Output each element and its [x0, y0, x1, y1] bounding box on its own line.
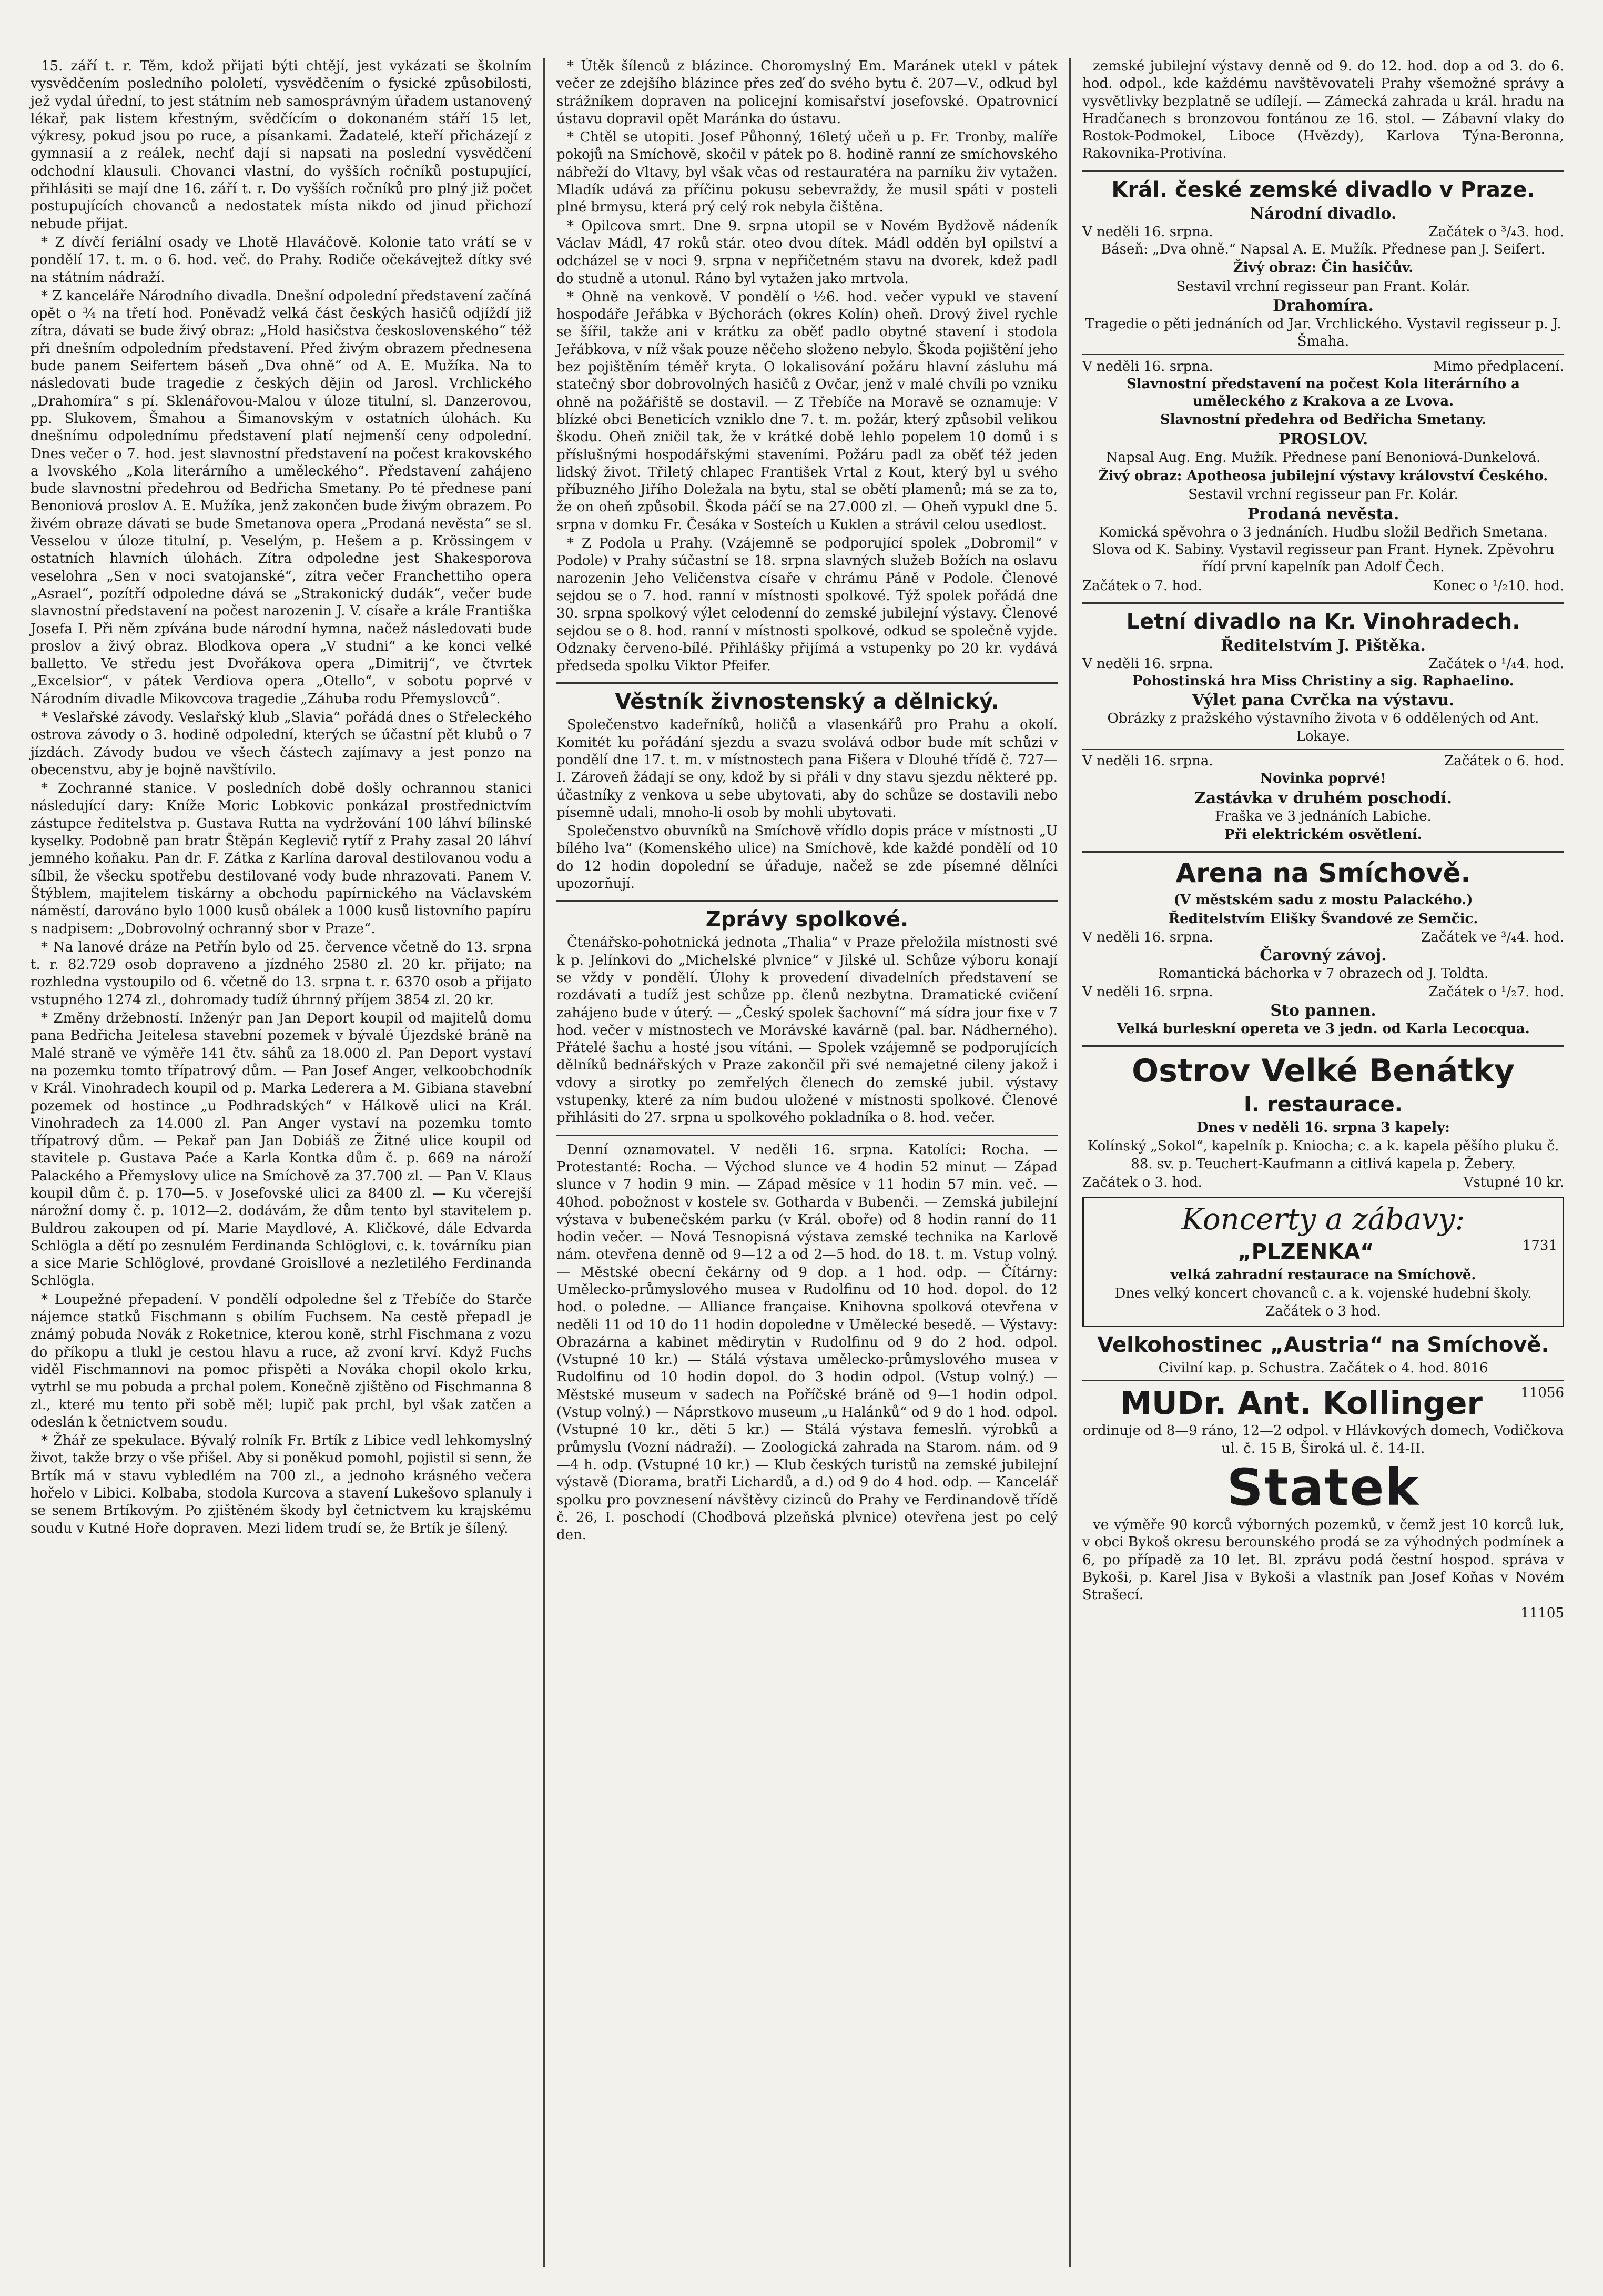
program-line: Živý obraz: Apotheosa jubilejní výstavy království Českého.: [1098, 468, 1548, 484]
play-title: Čarovný závoj.: [1260, 946, 1387, 965]
section-divider: [556, 682, 1058, 684]
ad-number: 1731: [1522, 1238, 1557, 1254]
show-date: V neděli 16. srpna.: [1082, 358, 1213, 375]
ad-number: 11056: [1520, 1385, 1564, 1401]
ad-title: Velkohostinec „Austria“ na Smíchově.: [1097, 1333, 1549, 1358]
ad-line: Kolínský „Sokol“, kapelník p. Kniocha; c. a k. kapela pěšího pluku č. 88. sv. p. Teuchert-Kaufmann a citlivá kapela p. Žebery.: [1087, 1138, 1559, 1172]
show-date: V neděli 16. srpna.: [1082, 753, 1213, 770]
ad-line: ve výměře 90 korců výborných pozemků, v čemž jest 10 korců luk, v obci Bykoš okresu berounského prodá se za výhodných podmínek a 6, po případě za 10 let. Bl. zprávu podá čestní hospod. správa v Bykoši, p. Karel Jisa v Bykoši a vlastník pan Josef Koňas v Novém Strašecí.: [1082, 1516, 1564, 1603]
article-text: * Loupežné přepadení. V pondělí odpoledne šel z Třebíče do Starče nájemce statků Fischmann s obilím Fuchsem. Na cestě přepadl je známý pobuda Novák z Roketnice, kterou koně, strhl Fischmana z vozu do příkopu a tlukl je cestou hlavu a ruce, až zvoní krví. Když Fuchs viděl Fischmannovi na pomoc přispěti a Nováka chopil okolo krku, vytrhl se mu pobuda a prchal polem. Konečně zjištěno od Fischmanna 8 zl., které mu tento při sobě měl; lupič pak prchl, byl však zatčen a odeslán k četnictvem soudu.: [31, 1291, 532, 1430]
article-text: 15. září t. r. Těm, kdož přijati býti chtějí, jest vykázati se školním vysvědčením posledního pololetí, vysvědčením o fysické způsobilosti, jež vydal úřední, to jest státním neb samosprávným úřadem ustanovený lékař, pak listem křestným, svědčícím o dokonaném stáří 15 let, výkresy, pokud jsou po ruce, a písankami. Žadatelé, kteří přicházejí z gymnasií a z reálek, nechť dají si napsati na poslední vysvědčení odchodní klausuli. Chovanci vlastní, do vyšších ročníků postupující, přihlásiti se mají dne 16. září t. r. Do vyšších ročníků pro plný již počet postupujících chovanců a nedostatek místa nikdo od jinud přichozí nebude přijat.: [31, 58, 532, 232]
ad-name: „PLZENKA“: [1237, 1240, 1374, 1265]
article-text: Čtenářsko-pohotnická jednota „Thalia“ v Praze přeložila místnosti své k p. Jelínkovi do „Michelské plvnice“ v Jilské ul. Schůze výboru konají se vždy v pondělí. Úlohy k provedení divadelních představení se rozdávati a tudíž jest schůze pp. členů nezbytna. Dramatické cvičení zahájeno bude v úterý. — „Český spolek šachovní“ má sídra jour fixe v 7 hod. večer v místnostech ve Morávské kavárně (pal. bar. Nádherného). Přátelé šachu a hosté jsou vítáni. — Spolek vzájemně se podporujících dělníků bednářských v Praze zakončil při své nemajetné cileny jakož i vdovy a sirotky po zemřelých členech do zemské jubil. výstavy vstupenky, které za ním budou uložené v místnosti spolkové. Členové přihlásiti do 27. srpna u spolkového pokladníka o 8. hod. večer.: [556, 935, 1058, 1126]
show-time: Začátek ve ³/₄4. hod.: [1421, 929, 1564, 945]
ad-title: Koncerty a zábavy:: [1181, 1202, 1465, 1237]
ad-time: Začátek o 3. hod.: [1082, 1174, 1202, 1190]
article-text: * Z kanceláře Národního divadla. Dnešní odpolední představení začíná opět o ¾ na třetí hod. Poněvadž velká část českých hasičů odjíždí již zítra, dávati se bude živý obraz: „Hold hasičstva československého“ též při dnešním odpoledním představení. Před živým obrazem přednesena bude panem Seifertem báseň „Dva ohně“ od A. E. Mužíka. Na to následovati bude tragedie z českých dějin od Jarosl. Vrchlického „Drahomíra“ s pí. Sklenářovou-Malou v úloze titulní, sl. Danzerovou, pp. Slukovem, Šmahou a Šimanovským v ostatních úlohách. Ku dnešnímu odpolednímu představení platí nejmenší ceny odpolední. Dnes večer o 7. hod. jest slavnostní představení na počest krakovského a lvovského „Kola literárního a uměleckého“. Představení zahájeno bude slavnostní předehrou od Bedřicha Smetany. Po té přednese paní Benoniová proslov A. E. Mužíka, jenž zakončen bude živým obrazem. Po živém obraze dávati se bude Smetanova opera „Prodaná nevěsta“ se sl. Vesselou v úloze titulní, p. Veselým, p. Hešem a p. Krössingem v ostatních hlavních úlohách. Zítra odpoledne jest Shakesporova veselohra „Sen v noci svatojanské“, zítra večer Franchettiho opera „Asrael“, pozítří odpoledne dává se „Strakonický dudák“, večer bude slavnostní představení na počest narozenin J. V. císaře a krále Františka Josefa I. Při něm zpívána bude národní hymna, načež následovati bude proslov a živý obraz. Blodkova opera „V studni“ a ke konci velké balletto. Ve středu jest Dvořákova opera „Dimitrij“, ve čtvrtek „Excelsior“, v pátek Verdiova opera „Otello“, v sobotu poprvé v Národním divadle Mikovcova tragedie „Záhuba rodu Přemyslovců“.: [31, 288, 532, 707]
show-time: Začátek o ³/₄3. hod.: [1428, 224, 1564, 240]
program-line: Fraška ve 3 jednáních Labiche.: [1215, 808, 1432, 824]
section-divider: [556, 900, 1058, 902]
article-text: * Chtěl se utopiti. Josef Půhonný, 16letý učeň u p. Fr. Tronby, malíře pokojů na Smíchově, skočil v pátek po 8. hodině ranní ze smíchovského nábřeží do Vltavy, byl však včas od restauratéra na parníku živ vytažen. Mladík udává za příčinu pokusu sebevraždy, že musil spáti v posteli plné brmysu, která prý celý rok nebyla čištěna.: [556, 129, 1058, 216]
program-line: Sestavil vrchní regisseur pan Frant. Kolár.: [1176, 278, 1470, 295]
section-heading: Zprávy spolkové.: [705, 907, 909, 932]
article-text: zemské jubilejní výstavy denně od 9. do 12. hod. dop a od 3. do 6. hod. odpol., kde každému navštěvovateli Prahy všemožné správy a vysvětlivky bezplatně se udílejí. — Zámecká zahrada u král. hradu na Hradčanech s bronzovou fontánou ze 16. stol. — Zábavní vlaky do Rostok-Podmokel, Liboce (Hvězdy), Karlova Týna-Beronna, Rakovnika-Protivína.: [1082, 58, 1564, 162]
program-line: Sestavil vrchní regisseur pan Fr. Kolár.: [1188, 487, 1458, 503]
play-title: Výlet pana Cvrčka na výstavu.: [1192, 691, 1455, 710]
program-line: Obrázky z pražského výstavního života v 6 oddělených od Ant. Lokaye.: [1107, 711, 1539, 744]
ad-line: Dnes v neděli 16. srpna 3 kapely:: [1196, 1119, 1450, 1136]
article-text: Společenstvo kadeřníků, holičů a vlasenkářů pro Prahu a okolí. Komitét ku pořádání sjezdu a svazu svolává odbor bude mít schůzi v pondělí dne 17. t. m. v místnostech pana Fišera v Dlouhé třídě č. 727—I. Zároveň žádají se ony, kdož by si přáli v dny stavu sjezdu některé pp. účastníky z venkova u sebe ubytovati, aby do schůze se dostavili nebo písemně udali, mnoho-li osob by mohli ubytovati.: [556, 717, 1058, 821]
theater-heading: Král. české zemské divadlo v Praze.: [1111, 177, 1535, 202]
ad-title: MUDr. Ant. Kollinger: [1120, 1385, 1483, 1422]
section-heading: Věstník živnostenský a dělnický.: [615, 690, 999, 714]
divider: [1082, 1380, 1564, 1381]
play-title: Prodaná nevěsta.: [1247, 504, 1399, 523]
article-text: * Zochranné stanice. V posledních době došly ochrannou stanici následující dary: Kníže Moric Lobkovic ponkázal prostřednictvím zástupce ředitelstva p. Gustava Rutta na vydržování 100 láhví bílinské kyselky. Podobně pan bratr Štěpán Keglevič rytíř z Prahy zasal 20 láhví jemného koňaku. Pan dr. F. Zátka z Karlína daroval destilovanou vodu a sílbil, že všecku spotřebu destilované vody bude nhrazovati. Panem V. Štýblem, majitelem tiskárny a obchodu papírnického na Václavském náměstí, darováno bylo 1000 kusů obálek a 1000 kusů listovního papíru s nadpisem: „Dobrovolný ochranný sbor v Praze“.: [31, 781, 532, 937]
show-time: Začátek o 7. hod.: [1082, 578, 1202, 594]
section-divider: [1082, 170, 1564, 172]
program-line: (V městském sadu z mostu Palackého.): [1173, 892, 1473, 908]
show-time: Začátek o 6. hod.: [1444, 753, 1564, 770]
program-line: Ředitelstvím Elišky Švandové ze Semčic.: [1168, 911, 1478, 927]
program-line: Živý obraz: Čin hasičův.: [1233, 260, 1414, 276]
ad-line: ordinuje od 8—9 ráno, 12—2 odpol. v Hlávkových domech, Vodičkova ul. č. 15 B, Široká ul. č. 14-II.: [1082, 1423, 1564, 1457]
ad-box: [1082, 1197, 1564, 1327]
theater-heading: Letní divadlo na Kr. Vinohradech.: [1126, 609, 1520, 634]
show-time: Začátek o ¹/₂7. hod.: [1428, 984, 1564, 1000]
show-date: V neděli 16. srpna.: [1082, 929, 1213, 945]
program-line: Báseň: „Dva ohně.“ Napsal A. E. Mužík. Přednese pan J. Seifert.: [1101, 241, 1545, 258]
article-text: * Ohně na venkově. V pondělí o ½6. hod. večer vypukl ve stavení hospodáře Jeřábka v Býchorách (okres Kolín) oheň. Drový živel rychle se šířil, takže ani v krátku za oběť padlo obytné stavení i stodola Jeřábkova, v níž však pouze něčeho složeno nebylo. Škoda pojištění jeho bez pojištěním téměř kryta. O lokalisování požáru hlavní zásluhu má statečný sbor dobrovolných hasičů z Ovčar, jenž v malé chvíli po vzniku ohně na požářiště se dostavil. — Z Třebíče na Moravě se oznamuje: V blízké obci Beneticích vzniklo dne 7. t. m. požár, který způsobil velikou škodu. Oheň zničil tak, že v krátké době lehlo popelem 10 domů i s příslušnými hospodářskými staveními. Požáru padl za oběť též jeden lidský život. Třiletý chlapec František Vrtal z Kout, který byl u svého příbuzného Jiřího Doležala na bytu, stal se obětí plamenů; má se za to, že on oheň způsobil. Škoda páčí se na 27.000 zl. — Oheň vypukl dne 5. srpna v domku Fr. Česáka v Sosteích u Kuklen a strávil celou usedlost.: [556, 289, 1058, 533]
section-divider: [1082, 851, 1564, 853]
column-right: [1071, 58, 1576, 2267]
article-text: * Změny držebností. Inženýr pan Jan Deport koupil od majitelů domu pana Bedřicha Jeitelesa stavební pozemek v bývalé Újezdské bráně na Malé straně ve výměře 141 čtv. sáhů za 18.000 zl. Pan Deport vystaví na pozemku tomto třípatrový dům. — Pan Josef Anger, velkoobchodník v Král. Vinohradech koupil od p. Marka Lederera a M. Gibiana stavební pozemek od hostince „u Podhradských“ v Hálkově ulici na Král. Vinohradech za 14.000 zl. Pan Anger vystaví na pozemku tomto třípatrový dům. — Pekař pan Jan Dobiáš ze Žitné ulice koupil od stavitele p. Gustava Paće a Karla Kontka dům č. p. 669 na nároží Palackého a Přemyslovy ulice na Smíchově za 37.700 zl. — Pan V. Klaus koupil dům č. p. 170—5. v Josefovské ulici za 8400 zl. — Ku včerejší nárožní domy č. p. 1012—2. dodávám, že dům tento byl stavitelem p. Buldrou zakoupen od pí. Marie Maydlové, A. Kličkové, dále Edvarda Schlögla a dětí po zesnulém Ferdinanda Schlöglovi, c. k. továrníku pian a sice Marie Schlöglové, provdané Groisllové a nezletilého Ferdinanda Schlögla.: [31, 1010, 532, 1289]
section-divider: [1082, 602, 1564, 604]
article-text: Společenstvo obuvníků na Smíchově vřídlo dopis práce v místnosti „U bílého lva“ (Komenského ulice) na Smíchově, kde každé pondělí od 10 do 12 hodin dopolední se úřaduje, načež se zde písemné dělníci upozorňují.: [556, 823, 1058, 892]
article-text: * Na lanové dráze na Petřín bylo od 25. července včetně do 13. srpna t. r. 82.729 osob dopraveno a jízdného 2580 zl. 20 kr. přijato; na rozhledna vystoupilo od 6. včetně do 13. srpna t. r. 6370 osob a přijato vstupného 1274 zl., dohromady tudíž úhrnný příjem 3854 zl. 20 kr.: [31, 939, 532, 1008]
program-line: Slavnostní předehra od Bedřicha Smetany.: [1160, 412, 1487, 428]
show-note: Mimo předplacení.: [1433, 358, 1564, 375]
ad-line: Civilní kap. p. Schustra. Začátek o 4. hod. 8016: [1158, 1360, 1488, 1377]
show-date: V neděli 16. srpna.: [1082, 984, 1213, 1000]
ad-title: Ostrov Velké Benátky: [1132, 1052, 1515, 1089]
theater-subheading: Ředitelstvím J. Pištěka.: [1221, 636, 1426, 655]
show-date: V neděli 16. srpna.: [1082, 224, 1213, 240]
program-line: Komická spěvohra o 3 jednáních. Hudbu složil Bedřich Smetana. Slova od K. Sabiny. Vystavil regisseur pan Frant. Hynek. Zpěvohru řídí první kapelník pan Adolf Čech.: [1092, 524, 1555, 575]
ad-subtitle: I. restaurace.: [1243, 1092, 1403, 1117]
theater-heading: Arena na Smíchově.: [1175, 858, 1471, 889]
ad-line: Dnes velký koncert chovanců c. a k. vojenské hudební školy. Začátek o 3 hod.: [1114, 1286, 1532, 1319]
article-text: * Z Podola u Prahy. (Vzájemně se podporující spolek „Dobromil“ v Podole) v Prahy súčastní se 18. srpna slavných služeb Božích na oslavu narozenin Jeho Veličenstva císaře v chrámu Páně v Podole. Členové sejdou se o 7. hod. ranní v místnosti spolkové. Týž spolek pořádá dne 30. srpna spolkový výlet celodenní do zemské jubilejní výstavy. Členové sejdou se o 8. hod. ranní v místnosti spolkové, odkud se společně vyjde. Odznaky červeno-bílé. Přihlášky přijímá a vstupenky po 20 kr. vydává předseda spolku Viktor Pfeifer.: [556, 535, 1058, 674]
divider: [1082, 354, 1564, 355]
play-title: Sto pannen.: [1270, 1001, 1376, 1020]
section-divider: [1082, 1045, 1564, 1047]
play-title: Drahomíra.: [1273, 296, 1374, 315]
newspaper-page: [19, 58, 1576, 2267]
article-text: * Veslařské závody. Veslařský klub „Slavia“ pořádá dnes o Střeleckého ostrova závody o 3. hodině odpolední, kterých se účastní pět klubů o 7 jízdách. Závody budou ve všech částech zajímavy a jest ponzo na obecenstvu, aby je bojně navštívilo.: [31, 709, 532, 778]
program-line: Novinka poprvé!: [1260, 771, 1386, 787]
divider: [1082, 749, 1564, 750]
program-line: Velká burleskní opereta ve 3 jedn. od Karla Lecocqua.: [1117, 1020, 1530, 1037]
article-text: Denní oznamovatel. V neděli 16. srpna. Katolíci: Rocha. — Protestanté: Rocha. — Východ slunce ve 4 hodin 52 minut — Západ slunce v 7 hodin 9 min. — Západ měsíce v 11 hodin 57 min. več. — 40hod. pobožnost v kostele sv. Gotharda v Bubenči. — Zemská jubilejní výstava v bubenečském parku (v Král. oboře) od 8 hodin ranní do 11 hodin večer. — Nová Tesnopisná výstava zemské technika na Karlově nám. otevřena denně od 9—12 a od 2—5 hod. do 18. t. m. Vstup volný. — Městské obecní čekárny od 9 dop. a 1 hod. odp. — Čítárny: Umělecko-průmyslového musea v Rudolfinu od 10 hod. dopol. do 12 hod. o poledne. — Alliance française. Knihovna spolková otevřena v neděli 11 od 10 do 11 hodin dopoledne v Umělecké besedě. — Výstavy: Obrazárna a kabinet mědirytin v Rudolfinu od 9 do 2 hod. odpol. (Vstupné 10 kr.) — Stálá výstava umělecko-průmyslového musea v Rudolfinu od 10 hodin dopol. do 3 hodin odpol. (Vstup volný.) — Městské museum v sadech na Poříčské bráně od 9—1 hodin odpol. (Vstup volný.) — Náprstkovo museum „u Halánků“ od 9 do 1 hod. odpol. (Vstupné 10 kr., děti 5 kr.) — Stálá výstava femeslň. výrobků a průmyslu (Vozní nádraží). — Zoologická zahrada na Starom. nám. od 9—4 h. odp. (Vstupné 10 kr.) — Klub českých turistů na zemské jubilejní výstavě (Diorama, bratři Lichardů, a d.) od 9 do 4 hod. odp. — Kancelář spolku pro povznesení návštěvy cizinců do Prahy ve Ferdinandově třídě č. 26, I. poschodí (Chodbová plzeňská plvnice) otevřena jest po celý den.: [556, 1141, 1058, 1543]
program-line: Napsal Aug. Eng. Mužík. Přednese paní Benoniová-Dunkelová.: [1105, 449, 1541, 466]
show-end: Konec o ¹/₂10. hod.: [1433, 578, 1564, 594]
column-left: [19, 58, 545, 2267]
article-text: * Útěk šílenců z blázince. Choromyslný Em. Maránek utekl v pátek večer ze zdejšího blázince přes zeď do svého bytu č. 207—V., odkud byl strážníkem dopraven na policejní komisařství josefovské. Opatrovnicí ústavu dopravil opět Maránka do ústavu.: [556, 58, 1058, 127]
program-line: Romantická báchorka v 7 obrazech od J. Toldta.: [1158, 966, 1489, 982]
article-text: * Opilcova smrt. Dne 9. srpna utopil se v Novém Bydžově nádeník Václav Mádl, 47 roků stár. oteo dvou dítek. Mádl odděn byl opilství a odcházel se v noci 9. srpna v nepřičetném stavu na dvorek, kdež padl do studně a utonul. Ráno byl vytažen jako mrtvola.: [556, 218, 1058, 287]
ad-price: Vstupné 10 kr.: [1463, 1174, 1564, 1190]
article-text: * Z dívčí feriální osady ve Lhotě Hlaváčově. Kolonie tato vrátí se v pondělí 17. t. m. o 6. hod. več. do Prahy. Rodiče očekávejtež dítky své na státním nádraží.: [31, 234, 532, 286]
theater-subheading: Národní divadlo.: [1250, 204, 1397, 223]
program-line: Pohostinská hra Miss Christiny a sig. Raphaelino.: [1132, 673, 1514, 690]
play-title: Zastávka v druhém poschodí.: [1194, 788, 1452, 807]
program-line: Tragedie o pěti jednáních od Jar. Vrchlického. Vystavil regisseur p. J. Šmaha.: [1085, 316, 1561, 350]
ad-line: velká zahradní restaurace na Smíchově.: [1170, 1267, 1476, 1283]
ad-title: Statek: [1226, 1458, 1420, 1517]
show-date: V neděli 16. srpna.: [1082, 655, 1213, 672]
section-divider: [556, 1135, 1058, 1136]
program-line: Slavnostní představení na počest Kola literárního a uměleckého z Krakova a ze Lvova.: [1127, 376, 1520, 410]
article-text: * Žhář ze spekulace. Bývalý rolník Fr. Brtík z Libice vedl lehkomyslný život, takže brzy o vše přišel. Aby si poněkud pomohl, pojistil si senn, že Brtík má v stavu vybledlém na 700 zl., a jednoho krásného večera hořelo v Libici. Kolbaba, stodola Kurcova a stavení Lukešovo splanuly i se senem Brtíkovým. Po zjištěném škody byl četnictvem ku krajskému soudu v Kutné Hoře dopraven. Mezi lidem trudí se, že Brtík je šílený.: [31, 1433, 532, 1536]
program-line: Při elektrickém osvětlení.: [1224, 826, 1422, 843]
ad-number: 11105: [1520, 1605, 1564, 1622]
show-time: Začátek o ¹/₄4. hod.: [1428, 655, 1564, 672]
column-middle: [545, 58, 1071, 2267]
program-heading: PROSLOV.: [1278, 430, 1368, 449]
